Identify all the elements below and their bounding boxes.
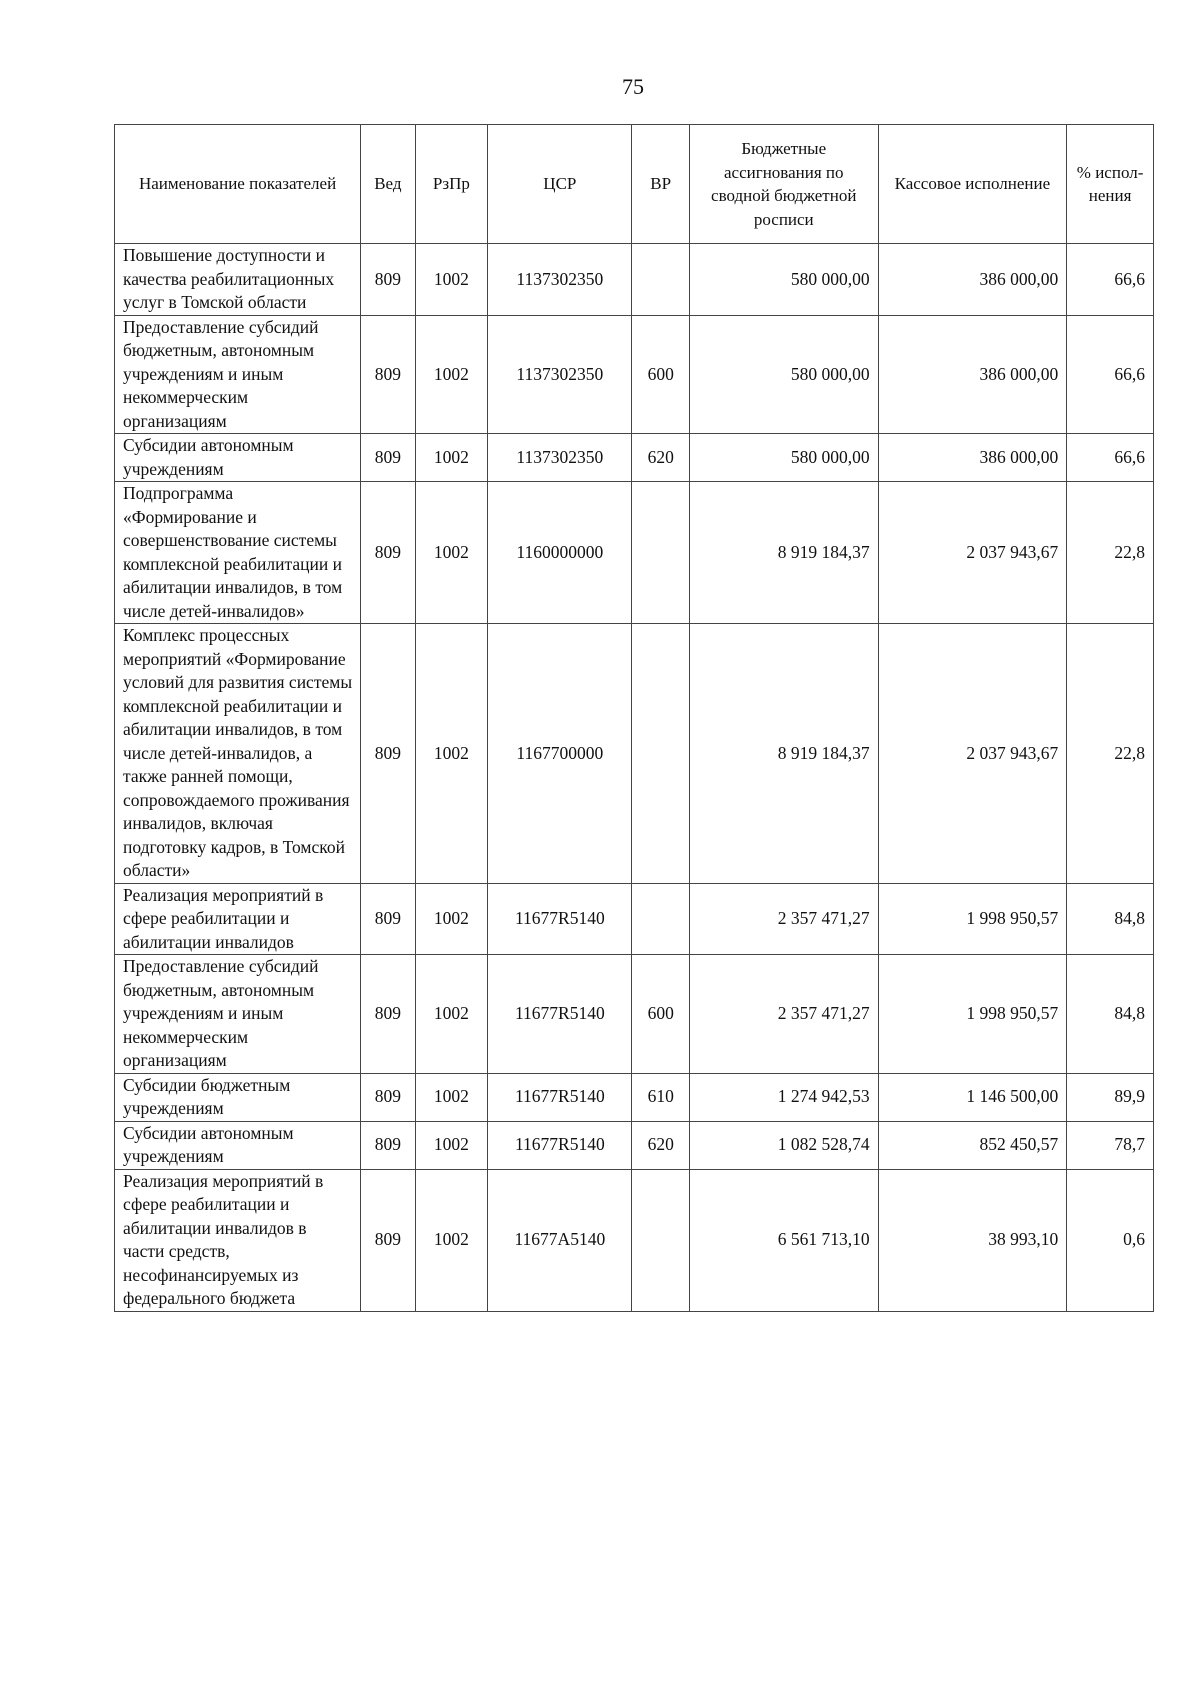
row-assignations: 8 919 184,37 xyxy=(689,624,878,884)
table-header-row xyxy=(115,125,1154,244)
row-rzpr: 1002 xyxy=(415,1121,488,1169)
row-assignations: 2 357 471,27 xyxy=(689,955,878,1074)
table-row xyxy=(115,315,1154,434)
row-ved: 809 xyxy=(361,244,415,316)
row-cash-execution: 386 000,00 xyxy=(878,315,1067,434)
row-ved: 809 xyxy=(361,434,415,482)
row-csr: 1137302350 xyxy=(488,315,632,434)
row-ved: 809 xyxy=(361,315,415,434)
row-assignations: 1 274 942,53 xyxy=(689,1073,878,1121)
table-row xyxy=(115,244,1154,316)
row-cash-execution: 2 037 943,67 xyxy=(878,624,1067,884)
row-ved: 809 xyxy=(361,955,415,1074)
row-percent: 89,9 xyxy=(1067,1073,1154,1121)
row-name: Субсидии автономным учреждениям xyxy=(115,434,361,482)
row-ved: 809 xyxy=(361,1073,415,1121)
row-vr xyxy=(632,883,689,955)
row-rzpr: 1002 xyxy=(415,624,488,884)
row-percent: 84,8 xyxy=(1067,883,1154,955)
row-csr: 1137302350 xyxy=(488,434,632,482)
row-vr: 600 xyxy=(632,315,689,434)
page-number: 75 xyxy=(622,74,644,99)
row-csr: 11677R5140 xyxy=(488,1121,632,1169)
row-name: Комплекс процессных мероприятий «Формирование условий для развития системы комплексной реабилитации и абилитации инвалидов, в том числе детей-инвалидов, а также ранней помощи, сопровождаемого проживания инвалидов, включая подготовку кадров, в Томской области» xyxy=(115,624,361,884)
header-csr: ЦСР xyxy=(488,125,632,244)
row-assignations: 1 082 528,74 xyxy=(689,1121,878,1169)
row-percent: 22,8 xyxy=(1067,624,1154,884)
row-percent: 66,6 xyxy=(1067,244,1154,316)
row-assignations: 6 561 713,10 xyxy=(689,1169,878,1311)
row-assignations: 8 919 184,37 xyxy=(689,482,878,624)
row-vr: 620 xyxy=(632,1121,689,1169)
row-vr xyxy=(632,1169,689,1311)
row-vr xyxy=(632,624,689,884)
row-percent: 66,6 xyxy=(1067,315,1154,434)
row-vr: 600 xyxy=(632,955,689,1074)
table-row xyxy=(115,434,1154,482)
table-row xyxy=(115,624,1154,884)
row-cash-execution: 1 146 500,00 xyxy=(878,1073,1067,1121)
row-csr: 1160000000 xyxy=(488,482,632,624)
row-name: Субсидии автономным учреждениям xyxy=(115,1121,361,1169)
row-cash-execution: 38 993,10 xyxy=(878,1169,1067,1311)
row-csr: 11677R5140 xyxy=(488,955,632,1074)
header-vr: ВР xyxy=(632,125,689,244)
row-ved: 809 xyxy=(361,624,415,884)
row-cash-execution: 852 450,57 xyxy=(878,1121,1067,1169)
row-csr: 1167700000 xyxy=(488,624,632,884)
row-cash-execution: 386 000,00 xyxy=(878,434,1067,482)
row-name: Субсидии бюджетным учреждениям xyxy=(115,1073,361,1121)
row-vr xyxy=(632,244,689,316)
row-vr: 620 xyxy=(632,434,689,482)
row-cash-execution: 1 998 950,57 xyxy=(878,955,1067,1074)
row-ved: 809 xyxy=(361,482,415,624)
row-name: Подпрограмма «Формирование и совершенствование системы комплексной реабилитации и абилитации инвалидов, в том числе детей-инвалидов» xyxy=(115,482,361,624)
row-rzpr: 1002 xyxy=(415,883,488,955)
row-csr: 11677R5140 xyxy=(488,1073,632,1121)
table-row xyxy=(115,482,1154,624)
row-rzpr: 1002 xyxy=(415,244,488,316)
row-name: Предоставление субсидий бюджетным, автономным учреждениям и иным некоммерческим организациям xyxy=(115,315,361,434)
row-csr: 11677R5140 xyxy=(488,883,632,955)
row-percent: 84,8 xyxy=(1067,955,1154,1074)
header-assignations: Бюджетные ассигнования по сводной бюджетной росписи xyxy=(689,125,878,244)
header-ved: Вед xyxy=(361,125,415,244)
row-rzpr: 1002 xyxy=(415,1073,488,1121)
row-name: Повышение доступности и качества реабилитационных услуг в Томской области xyxy=(115,244,361,316)
row-rzpr: 1002 xyxy=(415,315,488,434)
header-rzpr: РзПр xyxy=(415,125,488,244)
row-rzpr: 1002 xyxy=(415,1169,488,1311)
row-csr: 11677A5140 xyxy=(488,1169,632,1311)
row-csr: 1137302350 xyxy=(488,244,632,316)
row-rzpr: 1002 xyxy=(415,482,488,624)
row-name: Предоставление субсидий бюджетным, автономным учреждениям и иным некоммерческим организациям xyxy=(115,955,361,1074)
row-assignations: 580 000,00 xyxy=(689,315,878,434)
row-cash-execution: 2 037 943,67 xyxy=(878,482,1067,624)
table-row xyxy=(115,955,1154,1074)
header-percent-execution: % испол-нения xyxy=(1067,125,1154,244)
row-ved: 809 xyxy=(361,1121,415,1169)
row-cash-execution: 1 998 950,57 xyxy=(878,883,1067,955)
row-percent: 0,6 xyxy=(1067,1169,1154,1311)
row-assignations: 580 000,00 xyxy=(689,244,878,316)
row-name: Реализация мероприятий в сфере реабилитации и абилитации инвалидов xyxy=(115,883,361,955)
row-vr: 610 xyxy=(632,1073,689,1121)
budget-execution-table xyxy=(114,124,1154,1312)
table-row xyxy=(115,1121,1154,1169)
header-cash-execution: Кассовое исполнение xyxy=(878,125,1067,244)
row-ved: 809 xyxy=(361,883,415,955)
row-vr xyxy=(632,482,689,624)
table-row xyxy=(115,1169,1154,1311)
table-row xyxy=(115,1073,1154,1121)
row-percent: 22,8 xyxy=(1067,482,1154,624)
row-ved: 809 xyxy=(361,1169,415,1311)
row-rzpr: 1002 xyxy=(415,434,488,482)
row-percent: 66,6 xyxy=(1067,434,1154,482)
row-assignations: 580 000,00 xyxy=(689,434,878,482)
row-cash-execution: 386 000,00 xyxy=(878,244,1067,316)
table-row xyxy=(115,883,1154,955)
header-name: Наименование показателей xyxy=(115,125,361,244)
row-percent: 78,7 xyxy=(1067,1121,1154,1169)
row-name: Реализация мероприятий в сфере реабилитации и абилитации инвалидов в части средств, несофинансируемых из федерального бюджета xyxy=(115,1169,361,1311)
row-assignations: 2 357 471,27 xyxy=(689,883,878,955)
row-rzpr: 1002 xyxy=(415,955,488,1074)
